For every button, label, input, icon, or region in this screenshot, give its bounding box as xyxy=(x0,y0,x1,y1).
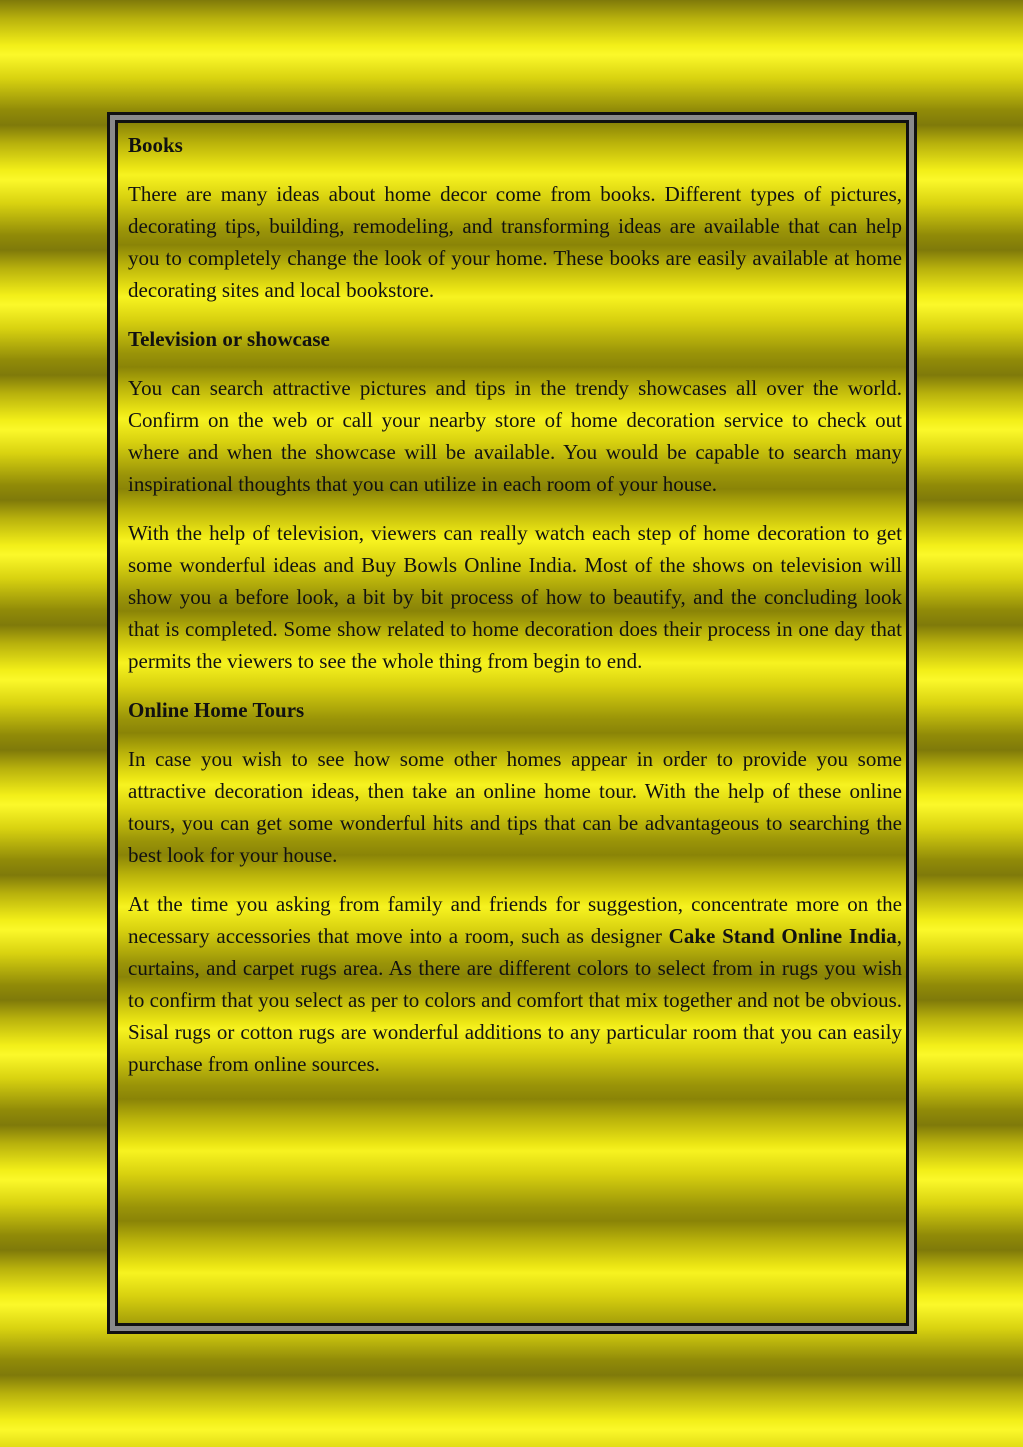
page-frame-inner xyxy=(115,120,909,1326)
heading-online-home-tours: Online Home Tours xyxy=(128,698,305,722)
page-frame xyxy=(107,112,917,1334)
accessories-text-after: , curtains, and carpet rugs area. As there are different colors to select from in rugs you wish to confirm that you select as per to colors and comfort that mix together and not be obvious. Sisal rugs or cotton rugs are wonderful additions to any particular room that you can easily purchase from online sources. xyxy=(128,924,902,1076)
paragraph-accessories xyxy=(128,888,902,1080)
paragraph-books: There are many ideas about home decor come from books. Different types of pictures, decorating tips, building, remodeling, and transforming ideas are available that can help you to completely change the look of your home. These books are easily available at home decorating sites and local bookstore. xyxy=(128,182,902,302)
paragraph-showcase: You can search attractive pictures and tips in the trendy showcases all over the world. Confirm on the web or call your nearby store of home decoration service to check out where and when the showcase will be available. You would be capable to search many inspirational thoughts that you can utilize in each room of your house. xyxy=(128,376,902,496)
paragraph-online-tours: In case you wish to see how some other homes appear in order to provide you some attractive decoration ideas, then take an online home tour. With the help of these online tours, you can get some wonderful hits and tips that can be advantageous to searching the best look for your house. xyxy=(128,747,902,867)
document-body xyxy=(128,129,902,1097)
accessories-text-before: At the time you asking from family and friends for suggestion, concentrate more on the necessary accessories that move into a room, such as designer xyxy=(128,892,902,948)
paragraph-television: With the help of television, viewers can really watch each step of home decoration to get some wonderful ideas and Buy Bowls Online India. Most of the shows on television will show you a before look, a bit by bit process of how to beautify, and the concluding look that is completed. Some show related to home decoration does their process in one day that permits the viewers to see the whole thing from begin to end. xyxy=(128,521,902,673)
heading-books: Books xyxy=(128,133,183,157)
cake-stand-link-text: Cake Stand Online India xyxy=(668,924,897,948)
heading-television-showcase: Television or showcase xyxy=(128,327,330,351)
